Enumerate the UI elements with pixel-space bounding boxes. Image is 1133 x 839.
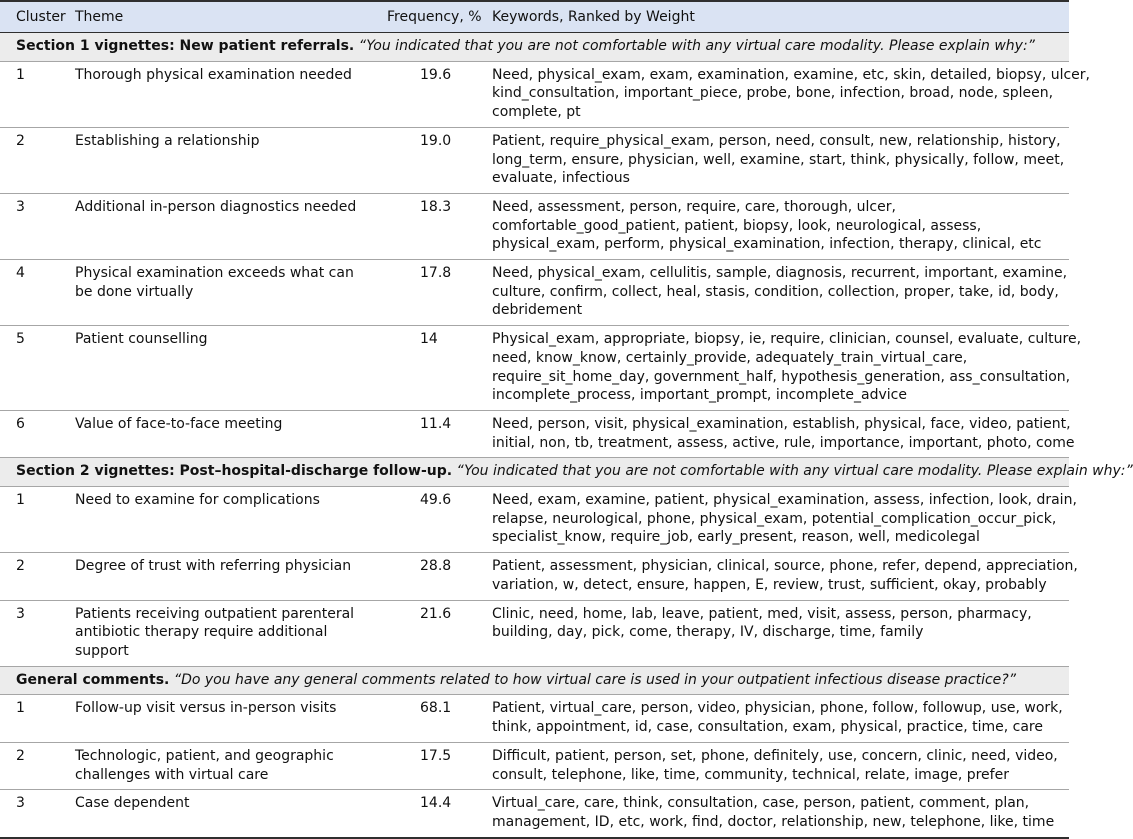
section-header-row: [0, 33, 1069, 62]
keywords-line: Patient, assessment, physician, clinical, source, phone, refer, depend, appreciation,: [492, 558, 1078, 575]
cluster-cell: 3: [16, 605, 25, 622]
cluster-cell: 3: [16, 198, 25, 215]
keywords-line: Clinic, need, home, lab, leave, patient, med, visit, assess, person, pharmacy,: [492, 605, 1032, 622]
keywords-line: evaluate, infectious: [492, 170, 630, 187]
frequency-cell: 14: [420, 331, 438, 348]
keywords-line: incomplete_process, important_prompt, incomplete_advice: [492, 387, 907, 404]
theme-cell: Case dependent: [75, 795, 190, 812]
frequency-cell: 14.4: [420, 795, 452, 812]
frequency-cell: 28.8: [420, 558, 452, 575]
frequency-cell: 11.4: [420, 415, 452, 432]
keywords-cell: [476, 260, 1069, 326]
header-frequency: Frequency, %: [387, 9, 482, 25]
table-row: [0, 487, 1069, 553]
cluster-cell: 4: [16, 265, 25, 282]
table-row: [0, 742, 1069, 789]
theme-cell: Degree of trust with referring physician: [75, 558, 352, 575]
keywords-cell: [476, 487, 1077, 553]
section-question: “You indicated that you are not comfortable with any virtual care modality. Please explain why:”: [358, 38, 1035, 54]
cluster-cell: 1: [16, 66, 25, 83]
keywords-line: Patient, virtual_care, person, video, physician, phone, follow, followup, use, work,: [492, 700, 1063, 717]
cluster-cell: 1: [16, 700, 25, 717]
cluster-cell: 2: [16, 747, 25, 764]
keywords-line: debridement: [492, 302, 583, 319]
table-row: [0, 193, 1069, 259]
keywords-line: Need, assessment, person, require, care, thorough, ulcer,: [492, 198, 896, 215]
keywords-line: think, appointment, id, case, consultation, exam, physical, practice, time, care: [492, 719, 1043, 736]
keywords-cell: [476, 553, 1078, 600]
keywords-line: relapse, neurological, phone, physical_exam, potential_complication_occur_pick,: [492, 510, 1057, 527]
keywords-line: Difficult, patient, person, set, phone, definitely, use, concern, clinic, need, video,: [492, 747, 1058, 764]
theme-cell: Patients receiving outpatient parenteral antibiotic therapy require additional support: [75, 605, 355, 659]
frequency-cell: 17.5: [420, 747, 452, 764]
keywords-line: consult, telephone, like, time, community, technical, relate, image, prefer: [492, 766, 1009, 783]
keywords-line: Physical_exam, appropriate, biopsy, ie, require, clinician, counsel, evaluate, culture,: [492, 331, 1082, 348]
keywords-line: long_term, ensure, physician, well, examine, start, think, physically, follow, meet,: [492, 151, 1065, 168]
table-row: [0, 410, 1069, 457]
keywords-cell: [476, 695, 1069, 742]
theme-cell: Establishing a relationship: [75, 132, 260, 149]
frequency-cell: 19.0: [420, 132, 452, 149]
keywords-cell: [476, 742, 1069, 789]
table-row: [0, 127, 1069, 193]
header-keywords: Keywords, Ranked by Weight: [492, 9, 695, 25]
keywords-line: require_sit_home_day, government_half, hypothesis_generation, ass_consultation,: [492, 368, 1071, 385]
section-title: Section 2 vignettes: Post–hospital-discharge follow-up.: [16, 463, 453, 480]
frequency-cell: 21.6: [420, 605, 452, 622]
section-question: “Do you have any general comments related to how virtual care is used in your outpatient infectious disease practice?”: [173, 671, 1016, 688]
cluster-cell: 5: [16, 331, 25, 348]
header-cluster: Cluster: [16, 9, 66, 25]
table-header: [0, 1, 1069, 33]
table-row: [0, 61, 1069, 127]
theme-cell: Patient counselling: [75, 331, 208, 348]
frequency-cell: 19.6: [420, 66, 452, 83]
cluster-cell: 6: [16, 415, 25, 432]
header-row: [0, 1, 1069, 33]
theme-cell: Need to examine for complications: [75, 492, 320, 509]
section-question: “You indicated that you are not comfortable with any virtual care modality. Please explain why:”: [456, 463, 1133, 480]
table-row: [0, 260, 1069, 326]
frequency-cell: 17.8: [420, 265, 452, 282]
keywords-line: Need, physical_exam, cellulitis, sample, diagnosis, recurrent, important, examine,: [492, 265, 1068, 282]
keywords-cell: [476, 790, 1069, 838]
theme-cell: Follow-up visit versus in-person visits: [75, 700, 337, 717]
cluster-cell: 2: [16, 132, 25, 149]
table-row: [0, 553, 1069, 600]
keywords-line: specialist_know, require_job, early_present, reason, well, medicolegal: [492, 529, 980, 546]
frequency-cell: 18.3: [420, 198, 452, 215]
section-header: [0, 666, 1069, 695]
keywords-line: Patient, require_physical_exam, person, need, consult, new, relationship, history,: [492, 132, 1061, 149]
keywords-line: Need, physical_exam, exam, examination, examine, etc, skin, detailed, biopsy, ulcer,: [492, 66, 1090, 83]
table-body: [0, 33, 1133, 838]
cluster-cell: 1: [16, 492, 25, 509]
keywords-line: building, day, pick, come, therapy, IV, discharge, time, family: [492, 624, 924, 641]
keywords-cell: [476, 61, 1090, 127]
section-title: Section 1 vignettes: New patient referrals.: [16, 38, 355, 54]
keywords-line: need, know_know, certainly_provide, adequately_train_virtual_care,: [492, 349, 968, 366]
keywords-line: management, ID, etc, work, find, doctor, relationship, new, telephone, like, time: [492, 813, 1055, 830]
header-theme: Theme: [75, 9, 124, 25]
table-row: [0, 790, 1069, 838]
section-title: General comments.: [16, 671, 170, 688]
frequency-cell: 68.1: [420, 700, 452, 717]
keywords-cell: [476, 600, 1069, 666]
keywords-line: initial, non, tb, treatment, assess, active, rule, importance, important, photo, come: [492, 434, 1075, 451]
section-header-row: [0, 666, 1069, 695]
cluster-cell: 3: [16, 795, 25, 812]
table-row: [0, 695, 1069, 742]
section-header-row: [0, 458, 1069, 487]
keywords-line: variation, w, detect, ensure, happen, E, review, trust, sufficient, okay, probably: [492, 576, 1047, 593]
theme-cell: Additional in-person diagnostics needed: [75, 198, 357, 215]
frequency-cell: 49.6: [420, 492, 452, 509]
keywords-line: Need, exam, examine, patient, physical_examination, assess, infection, look, drain,: [492, 492, 1077, 509]
section-header: [0, 458, 1133, 487]
keywords-line: culture, confirm, collect, heal, stasis, condition, collection, proper, take, id, body,: [492, 283, 1059, 300]
keywords-line: kind_consultation, important_piece, probe, bone, infection, broad, node, spleen,: [492, 85, 1054, 102]
keywords-line: comfortable_good_patient, patient, biopsy, look, neurological, assess,: [492, 217, 982, 234]
theme-cell: Physical examination exceeds what can be done virtually: [75, 265, 354, 300]
keywords-line: complete, pt: [492, 104, 581, 121]
keywords-cell: [476, 127, 1069, 193]
table-row: [0, 600, 1069, 666]
theme-cell: Technologic, patient, and geographic challenges with virtual care: [75, 747, 334, 783]
theme-cell: Thorough physical examination needed: [75, 66, 352, 83]
keywords-line: Need, person, visit, physical_examination, establish, physical, face, video, patient,: [492, 415, 1071, 432]
section-header: [0, 33, 1069, 62]
keywords-cell: [476, 410, 1075, 457]
keywords-cell: [476, 326, 1082, 411]
theme-cell: Value of face-to-face meeting: [75, 415, 283, 432]
keywords-cell: [476, 193, 1069, 259]
table-row: [0, 326, 1069, 411]
cluster-cell: 2: [16, 558, 25, 575]
keywords-line: physical_exam, perform, physical_examination, infection, therapy, clinical, etc: [492, 236, 1042, 253]
keywords-line: Virtual_care, care, think, consultation, case, person, patient, comment, plan,: [492, 795, 1030, 812]
